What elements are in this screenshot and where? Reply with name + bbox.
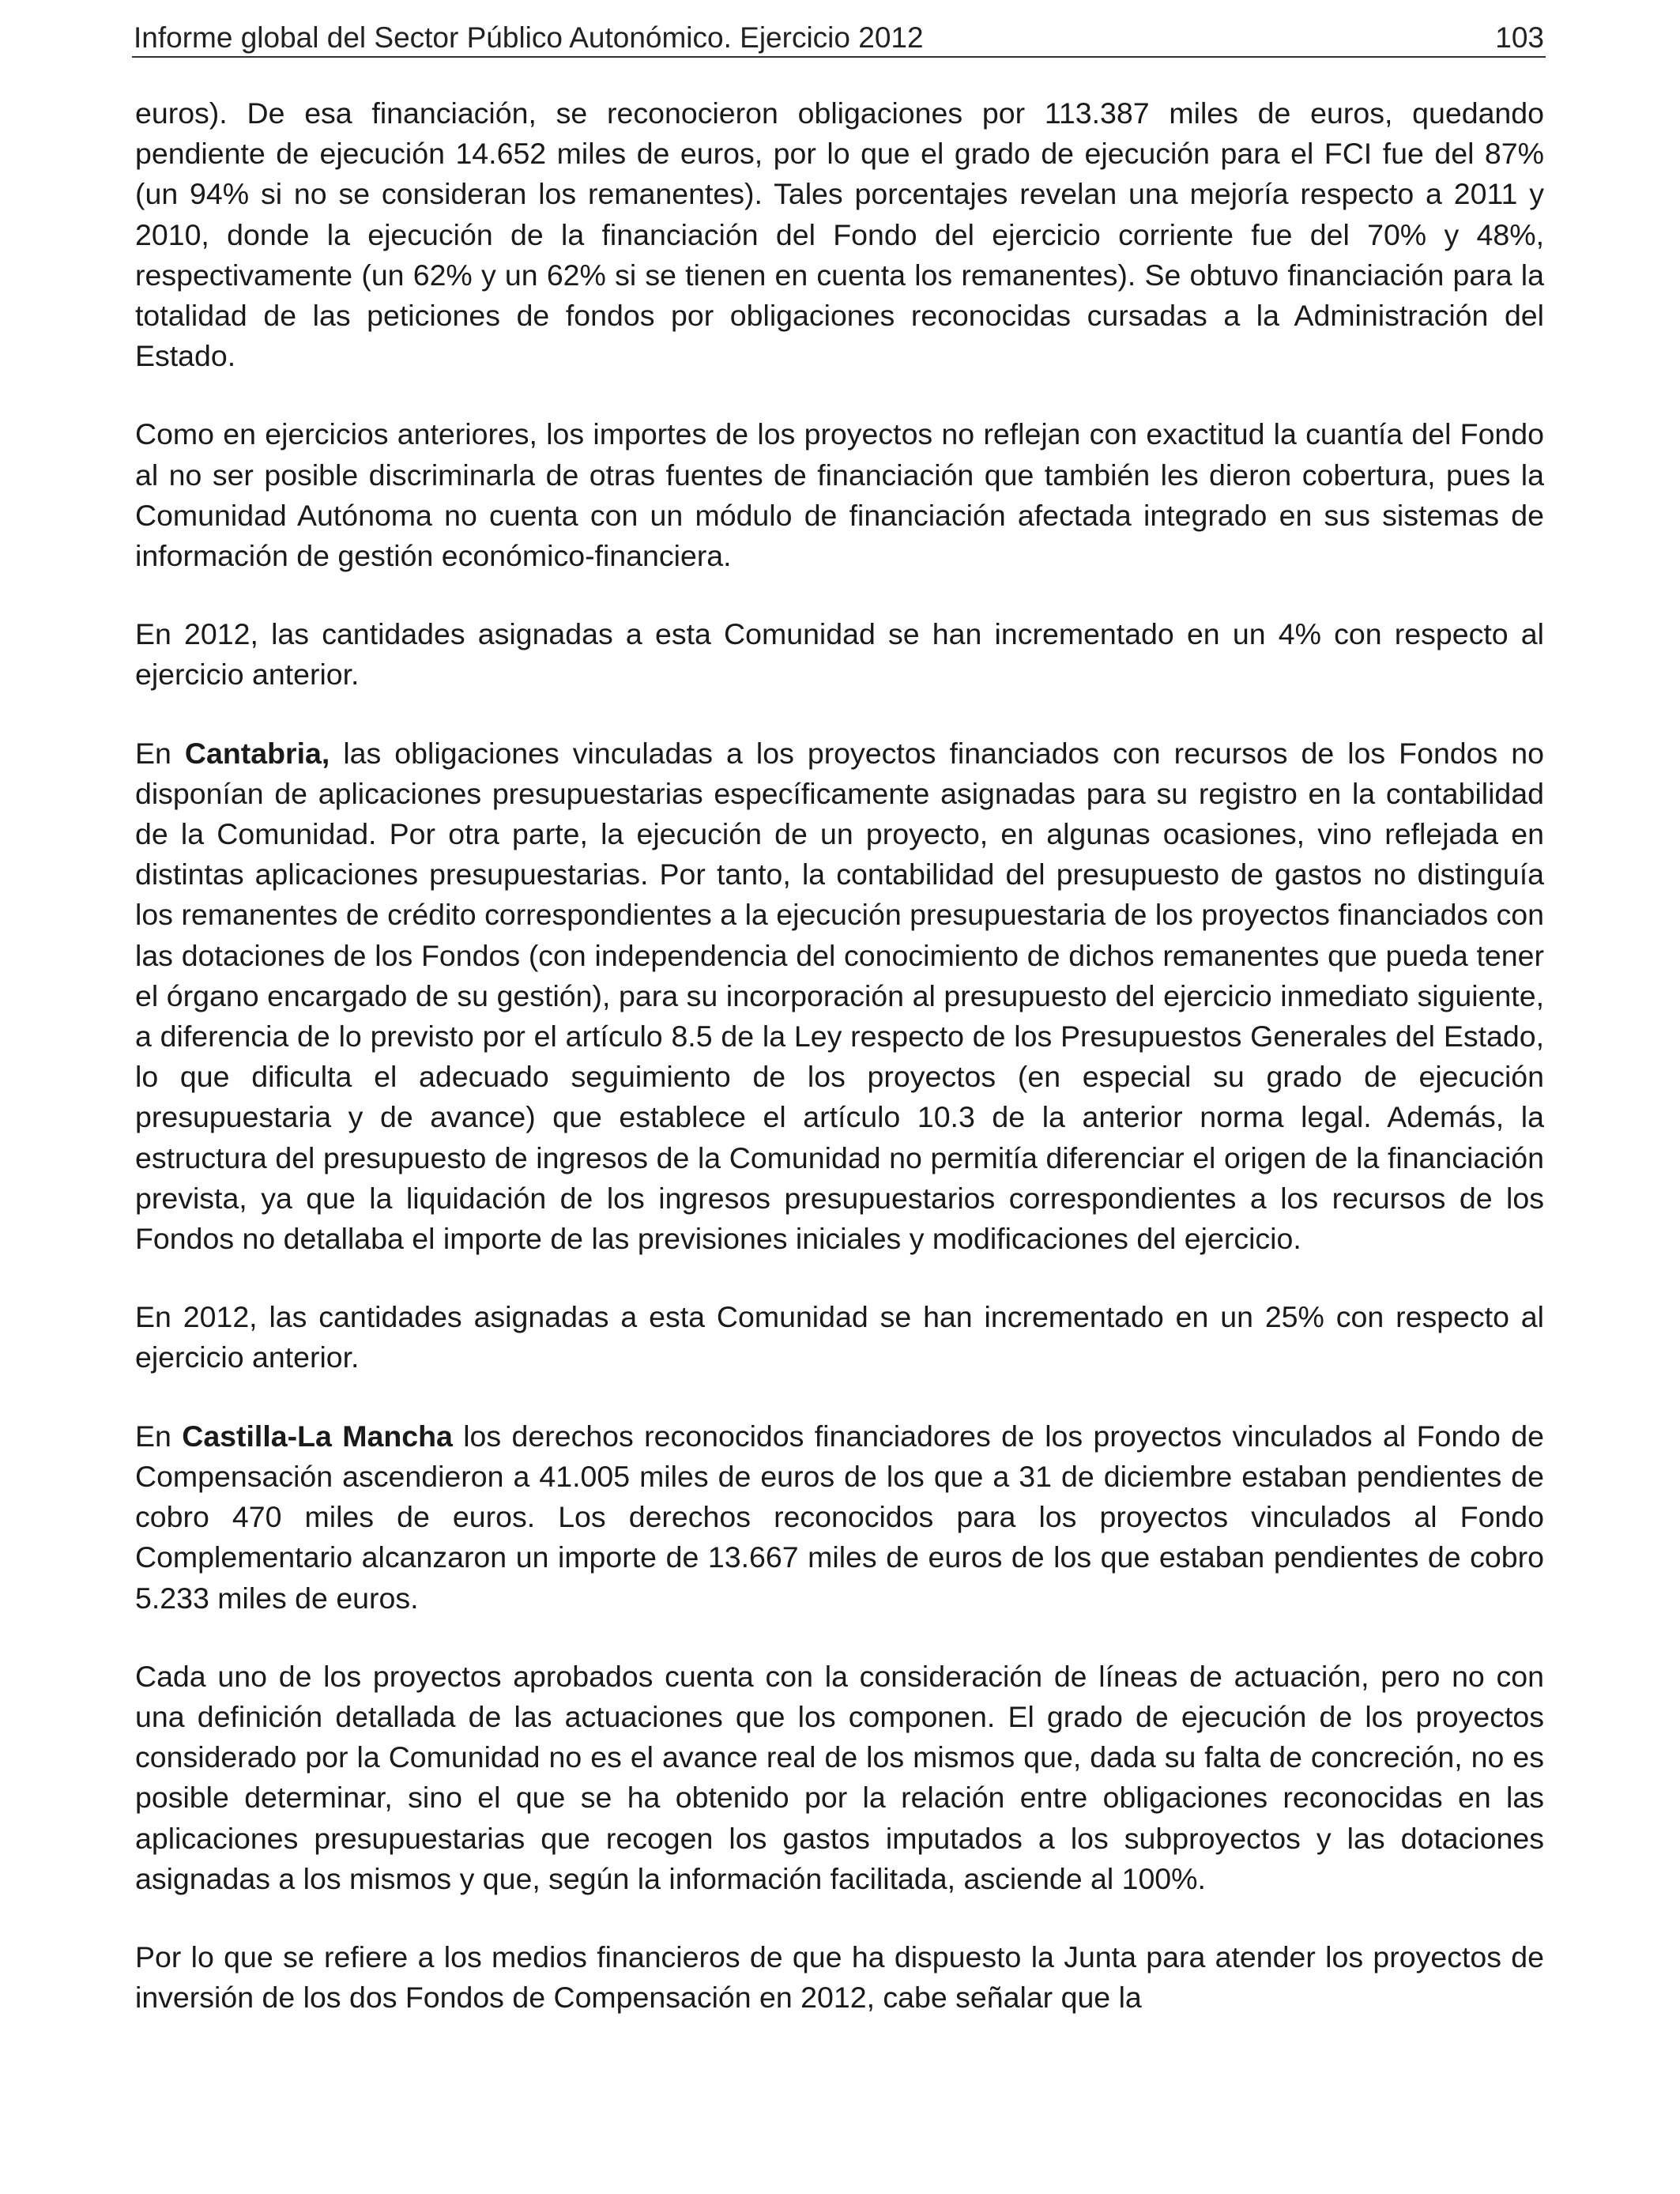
paragraph-fci-execution: euros). De esa financiación, se reconocieron obligaciones por 113.387 miles de euros, quedando pendiente de ejecución 14.652 miles de euros, por lo que el grado de ejecución para el FCI fue del 87% (un 94% si no se consideran los remanentes). Tales porcentajes revelan una mejoría respecto a 2011 y 2010, donde la ejecución de la financiación del Fondo del ejercicio corriente fue del 70% y 48%, respectivamente (un 62% y un 62% si se tienen en cuenta los remanentes). Se obtuvo financiación para la totalidad de las peticiones de fondos por obligaciones reconocidas cursadas a la Administración del Estado. [135,96,1544,373]
paragraph-project-lines: Cada uno de los proyectos aprobados cuenta con la consideración de líneas de actuación, pero no con una definición detallada de las actuaciones que los componen. El grado de ejecución de los proyectos considerado por la Comunidad no es el avance real de los mismos que, dada su falta de concreción, no es posible determinar, sino el que se ha obtenido por la relación entre obligaciones reconocidas en las aplicaciones presupuestarias que recogen los gastos imputados a los subproyectos y las dotaciones asignadas a los mismos y que, según la información facilitada, asciende al 100%. [135,1659,1544,1895]
paragraph-lead: En [135,736,185,770]
document-body [135,93,1544,2056]
paragraph-body: las obligaciones vinculadas a los proyectos financiados con recursos de los Fondos no disponían de aplicaciones presupuestarias específicamente asignadas para su registro en la contabilidad de la Comunidad. Por otra parte, la ejecución de un proyecto, en algunas ocasiones, vino reflejada en distintas aplicaciones presupuestarias. Por tanto, la contabilidad del presupuesto de gastos no distinguía los remanentes de crédito correspondientes a la ejecución presupuestaria de los proyectos financiados con las dotaciones de los Fondos (con independencia del conocimiento de dichos remanentes que pueda tener el órgano encargado de su gestión), para su incorporación al presupuesto del ejercicio inmediato siguiente, a diferencia de lo previsto por el artículo 8.5 de la Ley respecto de los Presupuestos Generales del Estado, lo que dificulta el adecuado seguimiento de los proyectos (en especial su grado de ejecución presupuestaria y de avance) que establece el artículo 10.3 de la anterior norma legal. Además, la estructura del presupuesto de ingresos de la Comunidad no permitía diferenciar el origen de la financiación prevista, ya que la liquidación de los ingresos presupuestarios correspondientes a los recursos de los Fondos no detallaba el importe de las previsiones iniciales y modificaciones del ejercicio. [135,736,1544,1256]
paragraph-financial-means: Por lo que se refiere a los medios financieros de que ha dispuesto la Junta para atender los proyectos de inversión de los dos Fondos de Compensación en 2012, cabe señalar que la [135,1940,1544,2015]
paragraph-castilla-la-mancha [135,1416,1544,1619]
paragraph-project-amounts: Como en ejercicios anteriores, los importes de los proyectos no reflejan con exactitud la cuantía del Fondo al no ser posible discriminarla de otras fuentes de financiación que también les dieron cobertura, pues la Comunidad Autónoma no cuenta con un módulo de financiación afectada integrado en sus sistemas de información de gestión económico-financiera. [135,417,1544,573]
paragraph-cantabria [135,733,1544,1260]
paragraph-increase-2012: En 2012, las cantidades asignadas a esta Comunidad se han incrementado en un 4% con respecto al ejercicio anterior. [135,617,1544,692]
page-number: 103 [1495,21,1544,54]
header-divider [132,56,1546,58]
region-name-castilla-la-mancha: Castilla-La Mancha [182,1419,453,1453]
page-header [134,14,1544,55]
paragraph-cantabria-increase: En 2012, las cantidades asignadas a esta Comunidad se han incrementado en un 25% con respecto al ejercicio anterior. [135,1300,1544,1374]
paragraph-body: los derechos reconocidos financiadores de los proyectos vinculados al Fondo de Compensación ascendieron a 41.005 miles de euros de los que a 31 de diciembre estaban pendientes de cobro 470 miles de euros. Los derechos reconocidos para los proyectos vinculados al Fondo Complementario alcanzaron un importe de 13.667 miles de euros de los que estaban pendientes de cobro 5.233 miles de euros. [135,1419,1544,1615]
paragraph-lead: En [135,1419,183,1453]
header-title: Informe global del Sector Público Autonómico. Ejercicio 2012 [134,21,924,54]
region-name-cantabria: Cantabria, [184,736,330,770]
